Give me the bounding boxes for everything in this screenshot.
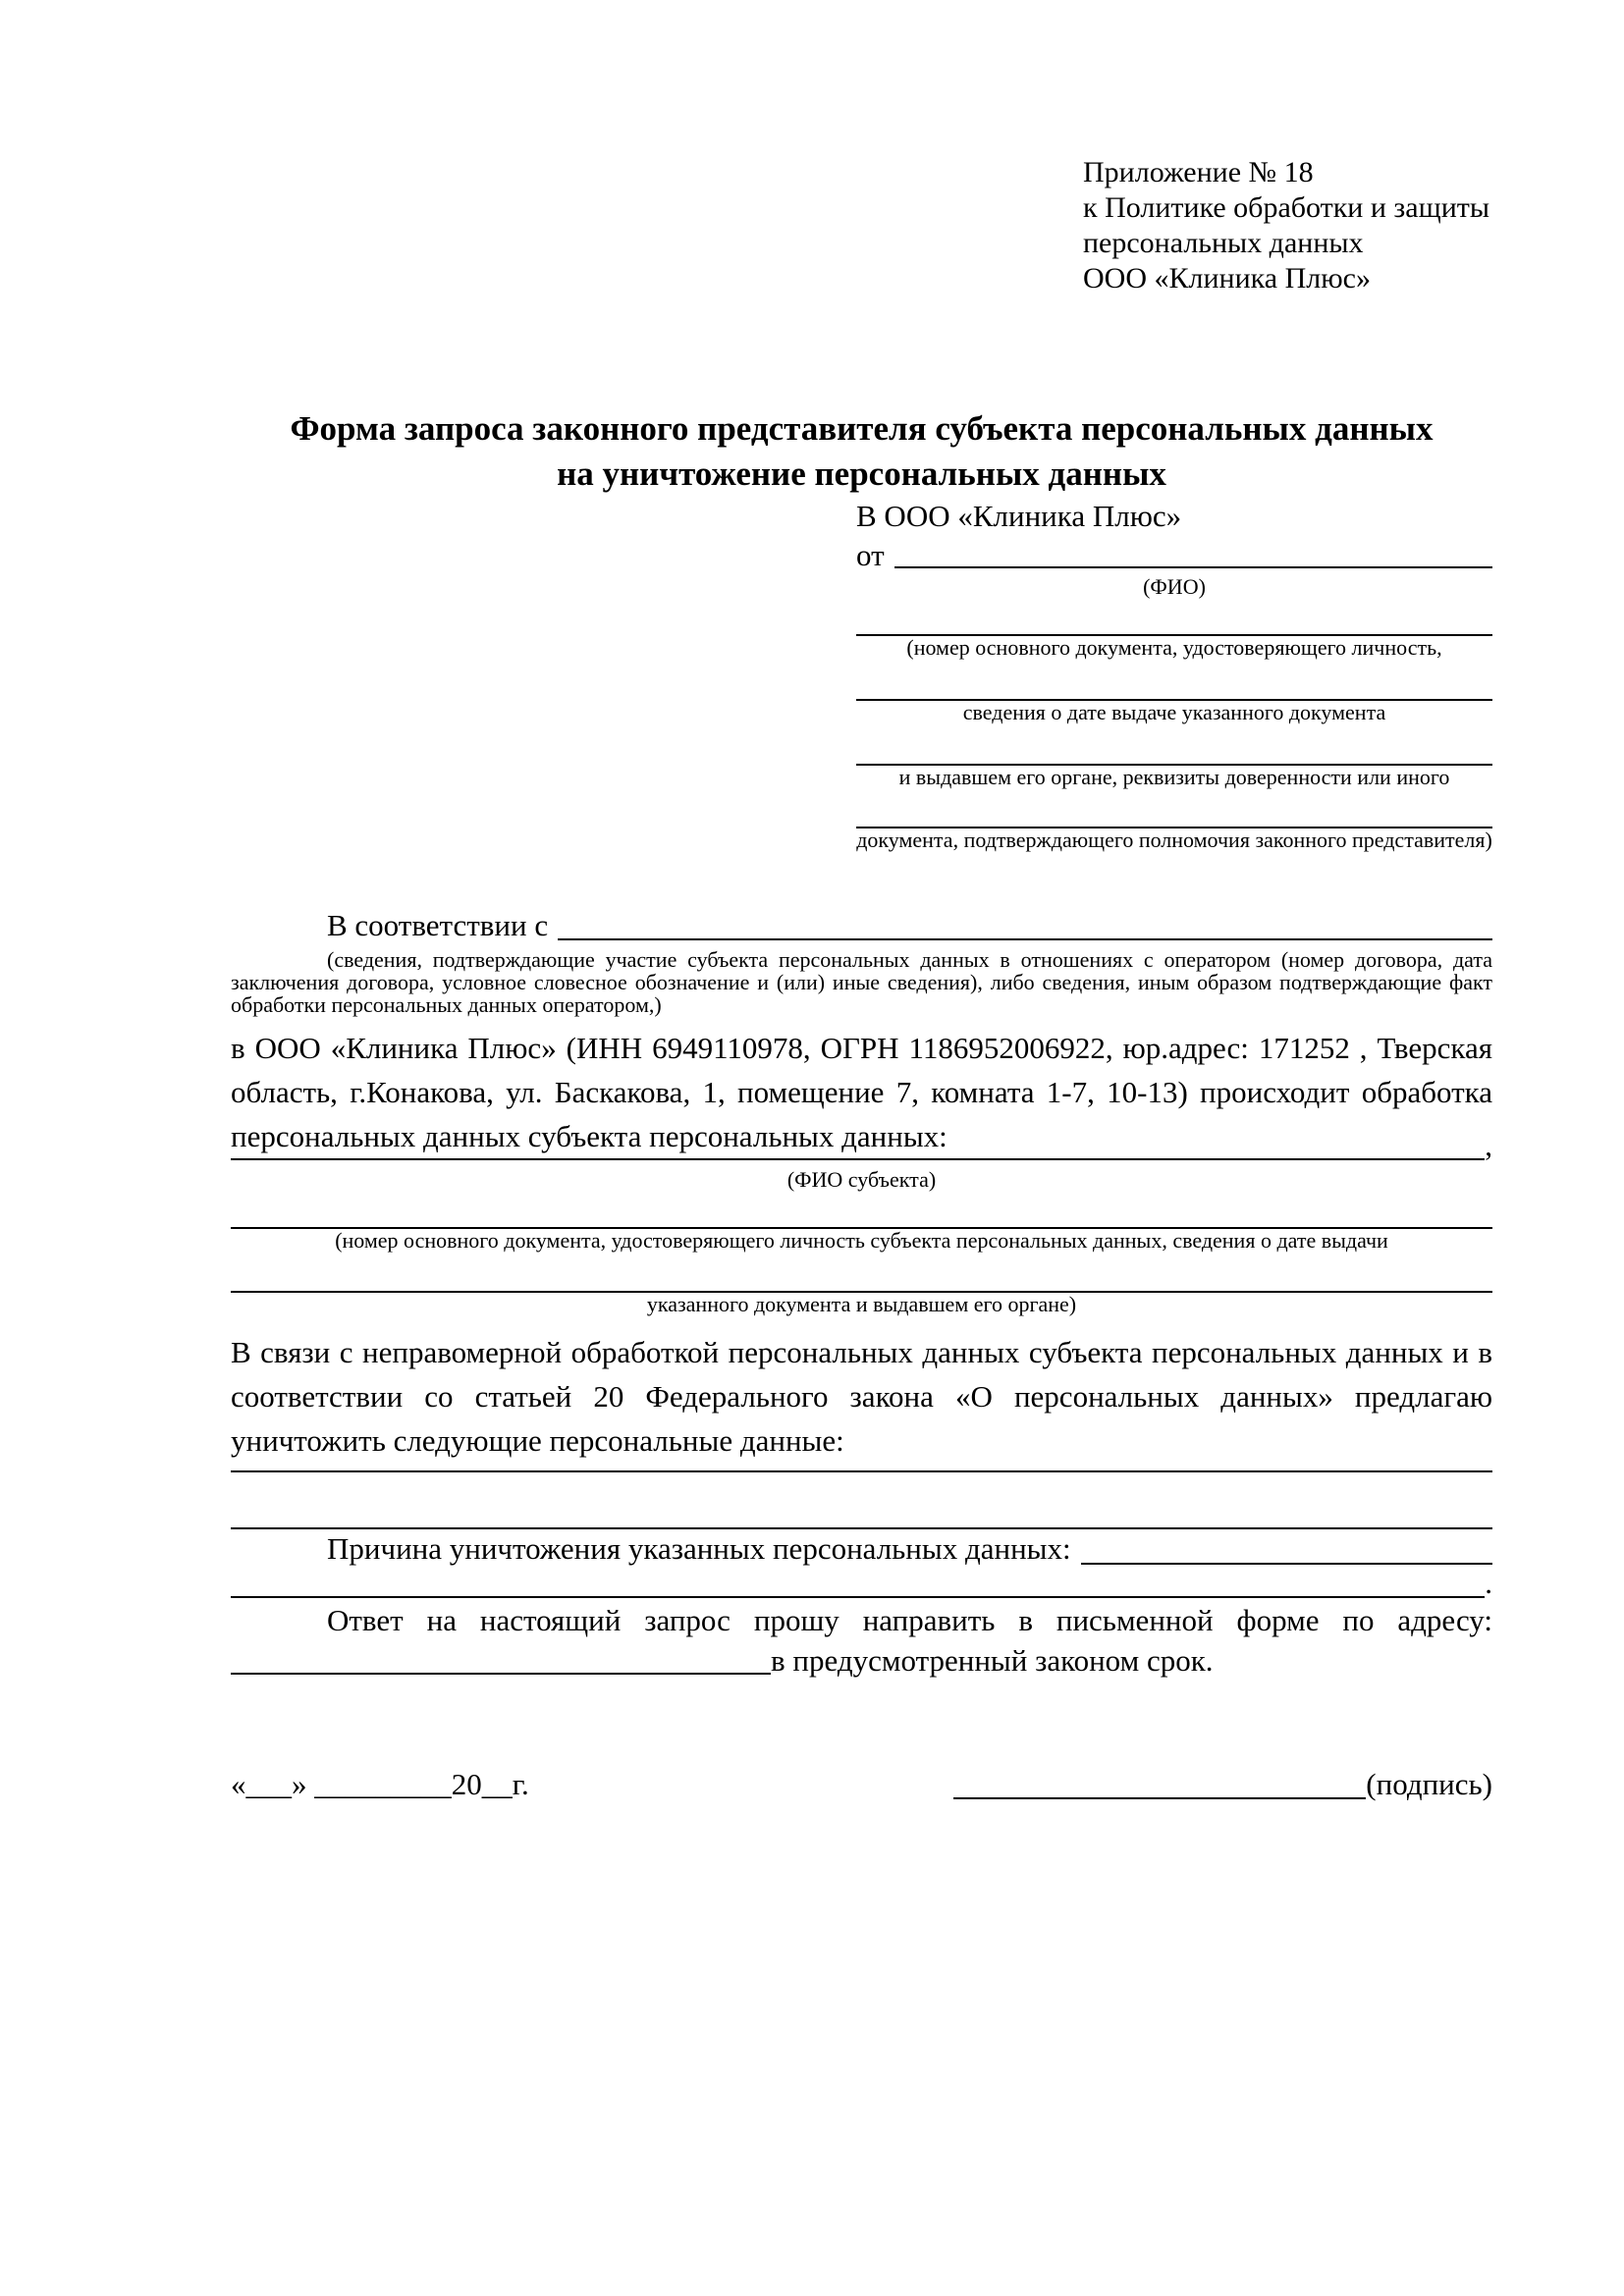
operator-paragraph: в ООО «Клиника Плюс» (ИНН 6949110978, ОГРН 1186952006922, юр.адрес: 171252 , Тверская область, г.Конакова, ул. Баскакова, 1, помещение 7, комната 1-7, 10-13) происходит обработка персональных данных субъекта персональных данных: [231,1031,1492,1153]
fill-in-line [856,599,1492,636]
appendix-note [1083,155,1492,296]
doc-caption-1: (номер основного документа, удостоверяющего личность, [906,635,1442,660]
accordance-row [231,907,1492,944]
from-label: от [856,538,885,572]
blank-line [231,1472,1492,1529]
fill-in-line [231,1253,1492,1293]
appendix-line: к Политике обработки и защиты [1083,191,1490,224]
appendix-line: Приложение № 18 [1083,156,1314,188]
fill-in-line [231,1158,1485,1160]
reason-lead: Причина уничтожения указанных персональных данных: [327,1531,1071,1566]
request-paragraph: В связи с неправомерной обработкой персональных данных субъекта персональных данных и в соответствии со статьей 20 Федерального закона «О персональных данных» предлагаю уничтожить следующие персональные данные: [231,1335,1492,1458]
reason-line-suffix: . [1485,1566,1492,1600]
fio-fill-in-line [894,566,1492,568]
accordance-note: (сведения, подтверждающие участие субъекта персональных данных в отношениях с оператором (номер договора, дата заключения договора, условное словесное обозначение и (или) иные сведения), либо сведения, иным образом подтверждающие факт обработки персональных данных оператором,) [231,947,1492,1017]
appendix-line: персональных данных [1083,227,1364,259]
response-lead: Ответ на настоящий запрос прошу направить в письменной форме по адресу: [327,1603,1492,1637]
fill-in-line [856,789,1492,828]
signature-fill-in-line [953,1797,1366,1799]
subject-doc-caption-2: указанного документа и выдавшем его органе) [646,1292,1077,1316]
signature-caption: (подпись) [1366,1767,1492,1801]
doc-caption-3: и выдавшем его органе, реквизиты доверенности или иного [898,765,1450,789]
appendix-line: ООО «Клиника Плюс» [1083,262,1371,294]
accordance-lead: В соответствии с [327,908,549,942]
response-tail: в предусмотренный законом срок. [771,1643,1214,1678]
subject-doc-caption-1: (номер основного документа, удостоверяющего личность субъекта персональных данных, сведения о дате выдачи [335,1228,1388,1253]
reason-line-row [231,1566,1492,1600]
doc-caption-2: сведения о дате выдаче указанного документа [962,700,1386,724]
fio-line-suffix: , [1485,1128,1492,1162]
subject-fio-caption: (ФИО субъекта) [786,1167,937,1192]
from-row [856,536,1492,575]
date-line: «___» _________20__г. [231,1767,529,1801]
document-title [231,406,1492,497]
fill-in-line [1081,1563,1492,1565]
fill-in-line [231,1192,1492,1229]
fill-in-line [856,724,1492,766]
doc-caption-4: документа, подтверждающего полномочия законного представителя) [856,828,1492,852]
fill-in-line [856,660,1492,701]
date-signature-row [231,1765,1492,1804]
fill-in-line [558,938,1492,940]
address-fill-in-line [231,1673,771,1675]
fio-caption: (ФИО) [1143,574,1206,599]
reason-row [231,1529,1492,1569]
addressee-block [856,497,1492,852]
document-title-line-2: на уничтожение персональных данных [557,454,1166,493]
addressee-organization: В ООО «Клиника Плюс» [856,499,1182,533]
blank-line [231,1463,1492,1472]
response-tail-row [231,1643,1492,1679]
document-title-line-1: Форма запроса законного представителя субъекта персональных данных [290,409,1434,448]
